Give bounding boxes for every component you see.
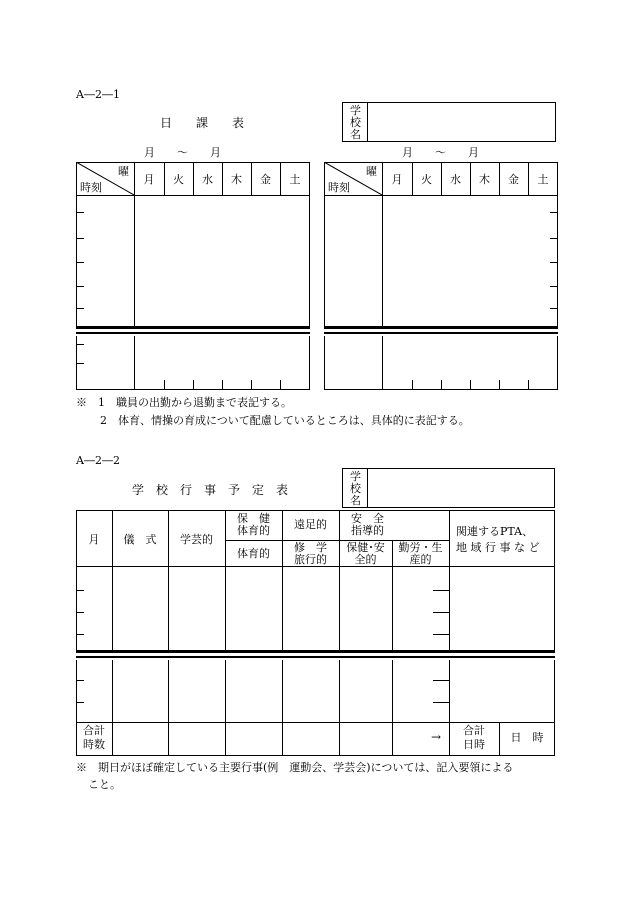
section2-note-line1: ※ 期日がほぼ確定している主要行事(例 運動会、学芸会)については、記入要領による [76, 761, 514, 774]
header-youbi-right: 曜 [366, 165, 377, 178]
arrow-icon: → [431, 730, 442, 744]
section1-title: 日 課 表 [160, 116, 245, 130]
datetime-label: 日 時 [510, 731, 544, 744]
event-table [76, 510, 555, 756]
total-datetime-1: 合計 [463, 724, 485, 737]
school-name-box-2 [342, 468, 555, 508]
period-right: 月 〜 月 [402, 146, 479, 159]
period-left: 月 〜 月 [144, 146, 221, 159]
day-wed-right: 水 [450, 173, 461, 186]
day-mon-left: 月 [143, 173, 155, 186]
day-wed-left: 水 [202, 173, 213, 186]
day-tue-right: 火 [421, 173, 432, 186]
total-hours-1: 合計 [83, 724, 105, 737]
hdr-related-1: 関連するPTA、 [456, 525, 534, 538]
timetable-right [324, 162, 558, 390]
note-1: ※ 1 職員の出勤から退勤まで表記する。 [76, 396, 292, 409]
school-label-1c: 名 [350, 128, 361, 141]
total-hours-2: 時数 [83, 738, 105, 751]
school-label-1a: 学 [350, 104, 361, 117]
event-table-cells[interactable] [113, 567, 554, 650]
hdr-health-top-2: 体育的 [237, 524, 270, 537]
section2-note-line2: こと。 [88, 778, 121, 791]
section2-code: A―2―2 [76, 454, 120, 467]
day-thu-left: 木 [231, 173, 242, 186]
timetable-left-cells[interactable] [135, 196, 309, 326]
hdr-excursion-bottom-1: 修 学 [294, 541, 327, 554]
header-jikoku-right: 時刻 [328, 181, 350, 194]
hdr-safety-top-1: 安 全 [351, 512, 384, 525]
hdr-safety-bottom-2: 全的 [354, 553, 377, 566]
day-tue-left: 火 [173, 173, 184, 186]
school-label-2b: 校 [350, 482, 361, 495]
timetable-right-cells[interactable] [383, 196, 557, 326]
hdr-related-2: 地 域 行 事 な ど [456, 541, 540, 554]
day-sat-right: 土 [537, 173, 549, 186]
hdr-excursion-bottom-2: 旅行的 [294, 553, 327, 566]
school-name-field-1[interactable] [371, 105, 551, 139]
school-label-2a: 学 [350, 470, 361, 483]
day-mon-right: 月 [391, 173, 403, 186]
hdr-arts: 学芸的 [180, 533, 213, 546]
day-fri-left: 金 [260, 173, 271, 186]
day-sat-left: 土 [289, 173, 301, 186]
total-datetime-2: 日時 [463, 738, 485, 751]
header-jikoku-left: 時刻 [80, 181, 102, 194]
header-youbi-left: 曜 [118, 165, 129, 178]
hdr-ceremony: 儀 式 [123, 533, 157, 546]
hdr-labor-bottom-1: 勤労・生 [398, 541, 443, 554]
section2-title: 学 校 行 事 予 定 表 [132, 483, 289, 497]
school-name-field-2[interactable] [371, 471, 551, 505]
hdr-excursion-top: 遠足的 [294, 518, 327, 531]
school-name-box-1 [342, 102, 556, 142]
note-2: 2 体育、情操の育成について配慮しているところは、具体的に表記する。 [100, 414, 470, 427]
hdr-health-bottom: 体育的 [237, 547, 270, 560]
hdr-labor-bottom-2: 産的 [409, 553, 432, 566]
day-fri-right: 金 [508, 173, 519, 186]
hdr-month: 月 [88, 533, 100, 546]
hdr-safety-top-2: 指導的 [351, 524, 384, 537]
school-label-1b: 校 [350, 116, 361, 129]
day-thu-right: 木 [479, 173, 490, 186]
timetable-left [76, 162, 310, 390]
hdr-safety-bottom-1: 保健･安 [346, 541, 385, 554]
section1-code: A―2―1 [76, 88, 120, 101]
hdr-health-top-1: 保 健 [237, 512, 270, 525]
school-label-2c: 名 [350, 494, 361, 507]
